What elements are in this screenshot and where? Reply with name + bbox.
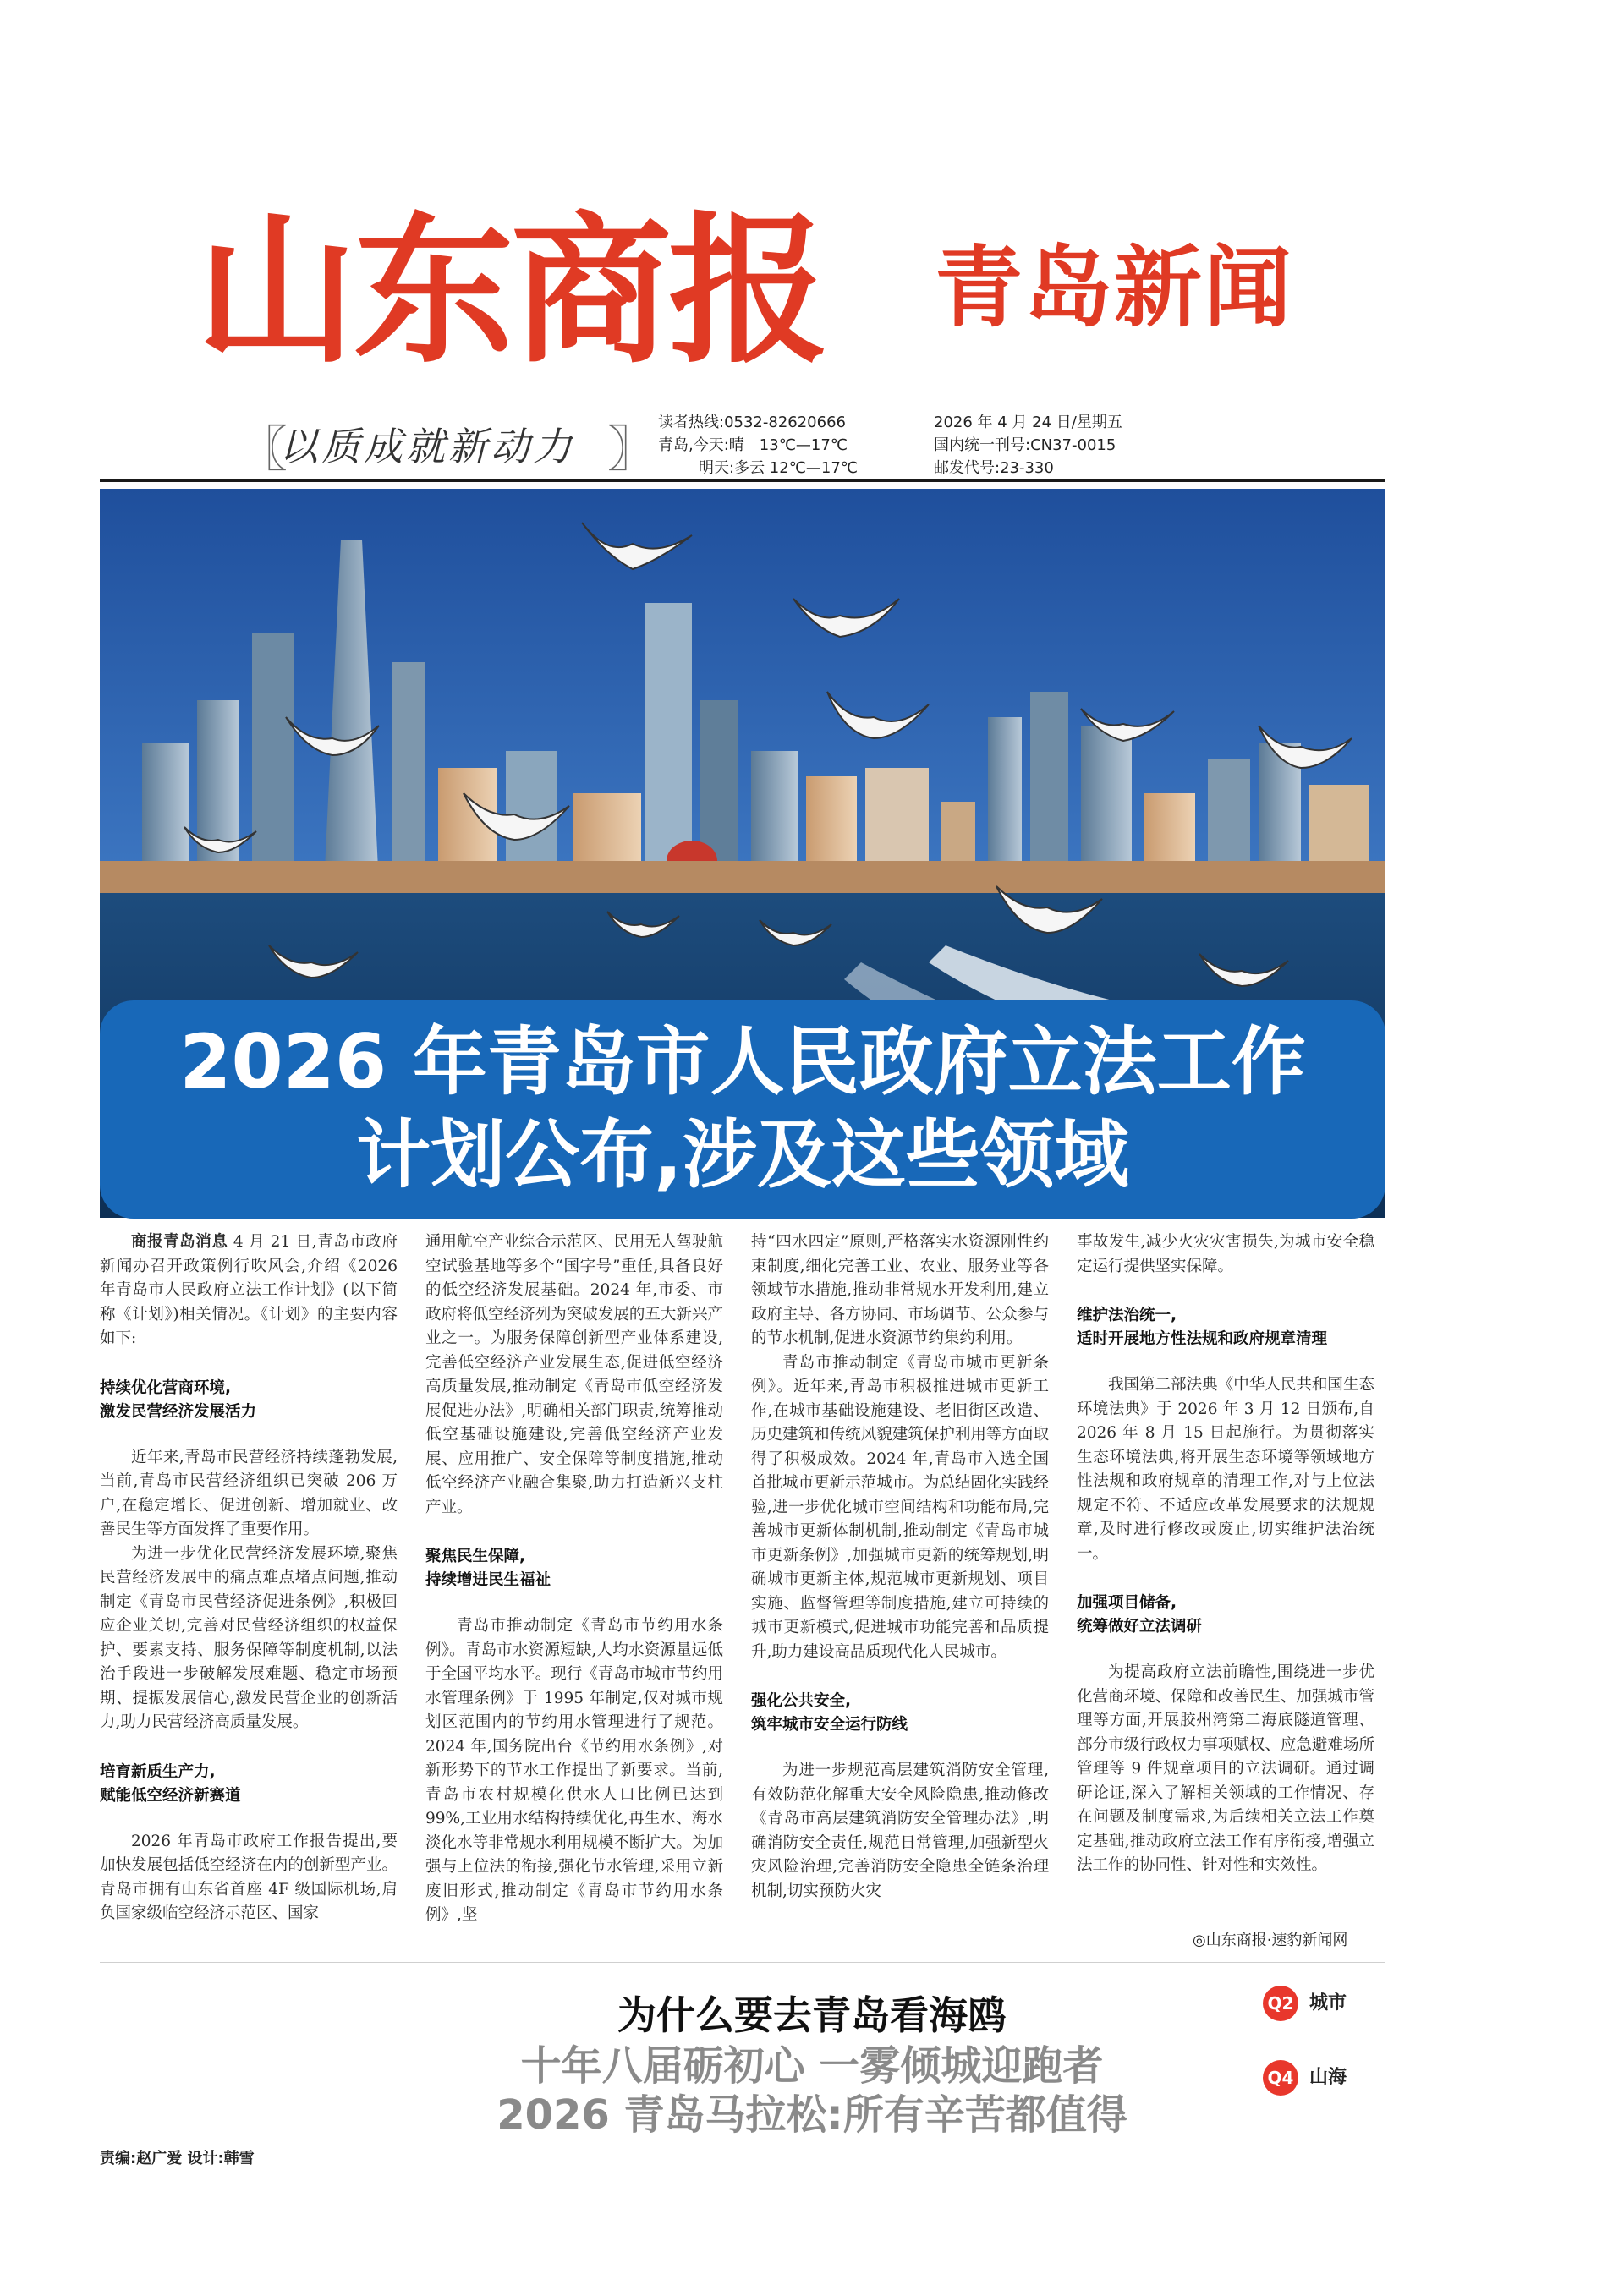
- article-lead-text: 4 月 21 日,青岛市政府新闻办召开政策例行吹风会,介绍《2026 年青岛市人民政府立法工作计划》(以下简称《计划》)相关情况。《计划》的主要内容如下:: [100, 1233, 398, 1347]
- section-5-paragraph-1: 我国第二部法典《中华人民共和国生态环境法典》于 2026 年 3 月 12 日颁布,自 2026 年 8 月 15 日起施行。为贯彻落实生态环境法典,将开展生态环境等领域地方性法规和政府规章的清理工作,对与上位法规定不符、不适应改革发展要求的法规规章,及时进行修改或废止,切实维护法治统一。: [1077, 1376, 1374, 1563]
- article-column-1: [100, 1230, 398, 1926]
- section-heading-3: 聚焦民生保障, 持续增进民生福祉: [425, 1548, 551, 1589]
- section-2-paragraph-1: 2026 年青岛市政府工作报告提出,要加快发展包括低空经济在内的创新型产业。青岛市拥有山东省首座 4F 级国际机场,肩负国家级临空经济示范区、国家: [100, 1832, 398, 1922]
- column-2-paragraph-1: 通用航空产业综合示范区、民用无人驾驶航空试验基地等多个“国字号”重任,具备良好的低空经济发展基础。2024 年,市委、市政府将低空经济列为突破发展的五大新兴产业之一。为服务保障创新型产业体系建设,完善低空经济产业发展生态,促进低空经济高质量发展,推动制定《青岛市低空经济发展促进办法》,明确相关部门职责,统筹推动低空基础设施建设,完善低空经济产业发展、应用推广、安全保障等制度措施,推动低空经济产业融合集聚,助力打造新兴支柱产业。: [425, 1233, 723, 1516]
- column-4-paragraph-1: 事故发生,减少火灾灾害损失,为城市安全稳定运行提供坚实保障。: [1077, 1233, 1374, 1275]
- section-heading-6: 加强项目储备, 统筹做好立法调研: [1077, 1594, 1203, 1636]
- section-heading-2: 培育新质生产力, 赋能低空经济新赛道: [100, 1762, 241, 1805]
- article-column-3: [751, 1230, 1049, 1904]
- reader-hotline: 读者热线:0532-82620666: [658, 414, 846, 431]
- slogan-bracket-right: 〗: [607, 420, 657, 478]
- teaser-headline-1[interactable]: 为什么要去青岛看海鸥: [617, 1992, 1007, 2038]
- section-heading-4: 强化公共安全, 筑牢城市安全运行防线: [751, 1692, 908, 1734]
- article-credit: ◎山东商报·速豹新闻网: [1193, 1932, 1348, 1949]
- masthead-rule: [100, 479, 1385, 482]
- masthead-title: 山东商报: [196, 198, 826, 385]
- masthead-edition: 青岛新闻: [935, 236, 1294, 339]
- postal-code: 邮发代号:23-330: [934, 459, 1054, 477]
- headline-line-1: 2026 年青岛市人民政府立法工作: [179, 1018, 1306, 1105]
- page-badge-q4-label: 山海: [1309, 2067, 1347, 2088]
- section-3-paragraph-1: 青岛市推动制定《青岛市节约用水条例》。青岛市水资源短缺,人均水资源量远低于全国平均水平。现行《青岛市城市节约用水管理条例》于 1995 年制定,仅对城市规划区范围内的节约用水管理进行了规范。2024 年,国务院出台《节约用水条例》,对新形势下的节水工作提出了新要求。当前,青岛市农村规模化供水人口比例已达到 99%,工业用水结构持续优化,再生水、海水淡化水等非常规水利用规模不断扩大。为加强与上位法的衔接,强化节水管理,采用立新废旧形式,推动制定《青岛市节约用水条例》,坚: [425, 1617, 723, 1924]
- section-heading-1: 持续优化营商环境, 激发民营经济发展活力: [100, 1378, 257, 1421]
- headline-banner: [100, 1000, 1385, 1219]
- article-lead-tag: 商报青岛消息: [131, 1233, 228, 1251]
- bottom-divider: [100, 1962, 1385, 1963]
- column-3-paragraph-2: 青岛市推动制定《青岛市城市更新条例》。近年来,青岛市积极推进城市更新工作,在城市基础设施建设、老旧街区改造、历史建筑和传统风貌建筑保护利用等方面取得了积极成效。2024 年,青岛市入选全国首批城市更新示范城市。为总结固化实践经验,进一步优化城市空间结构和功能布局,完善城市更新体制机制,推动制定《青岛市城市更新条例》,加强城市更新的统筹规划,明确城市更新主体,规范城市更新规划、项目实施、监督管理等制度措施,建立可持续的城市更新模式,促进城市功能完善和品质提升,助力建设高品质现代化人民城市。: [751, 1353, 1049, 1661]
- headline-line-2: 计划公布,涉及这些领域: [356, 1111, 1129, 1198]
- section-1-paragraph-2: 为进一步优化民营经济发展环境,聚焦民营经济发展中的痛点难点堵点问题,推动制定《青岛市民营经济促进条例》,积极回应企业关切,完善对民营经济组织的权益保护、要素支持、服务保障等制度机制,以法治手段进一步破解发展难题、稳定市场预期、提振发展信心,激发民营企业的创新活力,助力民营经济高质量发展。: [100, 1544, 398, 1731]
- section-4-paragraph-1: 为进一步规范高层建筑消防安全管理,有效防范化解重大安全风险隐患,推动修改《青岛市高层建筑消防安全管理办法》,明确消防安全责任,规范日常管理,加强新型火灾风险治理,完善消防安全隐患全链条治理机制,切实预防火灾: [751, 1762, 1049, 1900]
- page-badge-q2[interactable]: Q2: [1263, 1986, 1298, 2021]
- section-1-paragraph-1: 近年来,青岛市民营经济持续蓬勃发展,当前,青岛市民营经济组织已突破 206 万户,在稳定增长、促进创新、增加就业、改善民生等方面发挥了重要作用。: [100, 1448, 398, 1538]
- issn-number: 国内统一刊号:CN37-0015: [934, 436, 1116, 454]
- issue-date: 2026 年 4 月 24 日/星期五: [934, 414, 1122, 431]
- section-heading-5: 维护法治统一, 适时开展地方性法规和政府规章清理: [1077, 1307, 1328, 1348]
- slogan-bracket-left: 〖: [239, 420, 288, 478]
- masthead-slogan: 以质成就新动力: [279, 424, 575, 469]
- editor-credits: 责编:赵广爱 设计:韩雪: [100, 2150, 255, 2167]
- article-column-4: [1077, 1230, 1374, 1878]
- teaser-headline-2[interactable]: 十年八届砺初心 一雾倾城迎跑者: [520, 2042, 1104, 2090]
- article-column-2: [425, 1230, 723, 1928]
- column-3-paragraph-1: 持“四水四定”原则,严格落实水资源刚性约束制度,细化完善工业、农业、服务业等各领域节水措施,推动非常规水开发利用,建立政府主导、各方协同、市场调节、公众参与的节水机制,促进水资源节约集约利用。: [751, 1233, 1049, 1347]
- weather-today: 青岛,今天:晴 13℃—17℃: [658, 436, 848, 454]
- weather-tomorrow: 明天:多云 12℃—17℃: [699, 459, 859, 477]
- page-badge-q2-label: 城市: [1309, 1992, 1347, 2014]
- teaser-headline-3[interactable]: 2026 青岛马拉松:所有辛苦都值得: [497, 2091, 1127, 2139]
- section-6-paragraph-1: 为提高政府立法前瞻性,围绕进一步优化营商环境、保障和改善民生、加强城市管理等方面,开展胶州湾第二海底隧道管理、部分市级行政权力事项赋权、应急避难场所管理等 9 件规章项目的立法调研。通过调研论证,深入了解相关领域的工作情况、存在问题及制度需求,为后续相关立法工作奠定基础,推动政府立法工作有序衔接,增强立法工作的协同性、针对性和实效性。: [1077, 1663, 1374, 1874]
- page-badge-q4[interactable]: Q4: [1263, 2060, 1298, 2096]
